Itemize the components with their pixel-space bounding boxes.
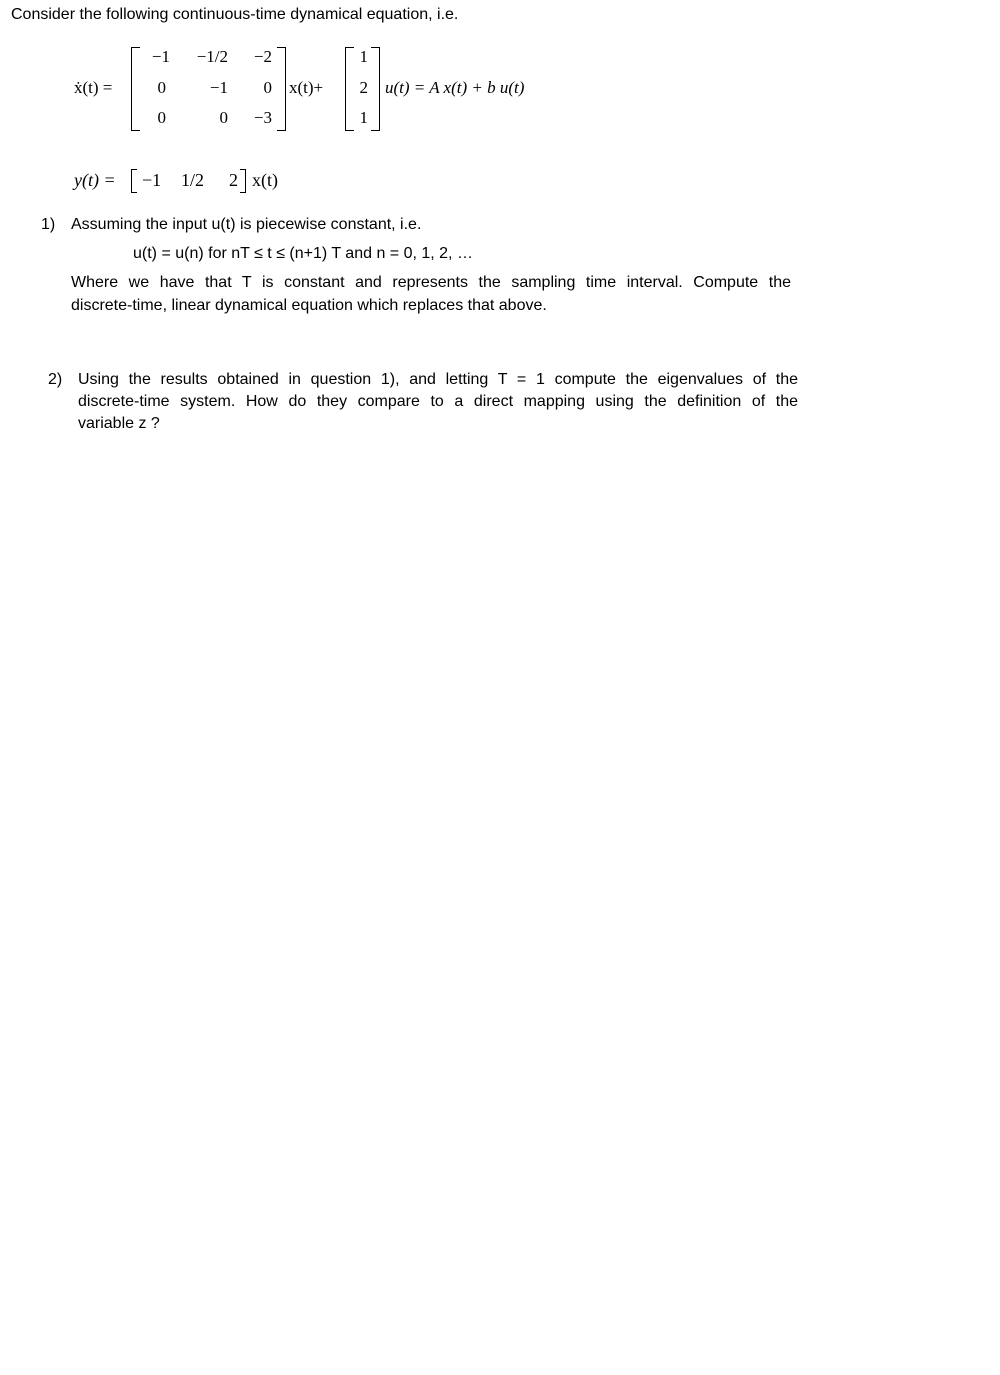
output-row-cell: 2 [229, 170, 238, 190]
question-2-line: variable z ? [78, 415, 160, 432]
output-row-cell: −1 [142, 170, 162, 190]
vector-b-right-bracket [371, 47, 380, 131]
matrix-a-cell: 0 [219, 108, 228, 127]
matrix-a-left-bracket [131, 47, 140, 131]
matrix-a-cell: 0 [157, 78, 166, 97]
question-1-line: Where we have that T is constant and represents the sampling time interval. Compute the [71, 274, 791, 291]
state-equation-rhs: u(t) = A x(t) + b u(t) [385, 78, 525, 97]
vector-b-cell: 1 [359, 108, 368, 127]
output-row-right-bracket [240, 169, 246, 193]
state-equation-lhs: ẋ(t) = [74, 78, 113, 97]
vector-b-cell: 2 [359, 78, 368, 97]
matrix-a-right-bracket [277, 47, 286, 131]
question-2-number: 2) [48, 371, 63, 388]
matrix-a-cell: −1/2 [196, 47, 228, 66]
intro-text: Consider the following continuous-time dynamical equation, i.e. [11, 6, 459, 23]
output-equation-lhs: y(t) = [74, 170, 116, 190]
output-row-left-bracket [131, 169, 137, 193]
output-equation-rhs: x(t) [252, 170, 278, 190]
matrix-a-cell: −2 [253, 47, 272, 66]
question-2-line: discrete-time system. How do they compare to a direct mapping using the definition of the [78, 393, 798, 410]
matrix-a-cell: 0 [263, 78, 272, 97]
matrix-a-cell: −1 [209, 78, 228, 97]
matrix-a-cell: 0 [157, 108, 166, 127]
matrix-a-cell: −3 [253, 108, 272, 127]
question-2-line: Using the results obtained in question 1), and letting T = 1 compute the eigenvalues of the [78, 371, 798, 388]
question-1-number: 1) [41, 216, 56, 233]
vector-b-cell: 1 [359, 47, 368, 66]
question-1-condition: u(t) = u(n) for nT ≤ t ≤ (n+1) T and n = 0, 1, 2, … [133, 245, 473, 262]
output-row-cell: 1/2 [181, 170, 205, 190]
state-term: x(t)+ [289, 78, 324, 97]
question-1-line: discrete-time, linear dynamical equation which replaces that above. [71, 297, 547, 314]
matrix-a-cell: −1 [151, 47, 170, 66]
question-1-line: Assuming the input u(t) is piecewise constant, i.e. [71, 216, 422, 233]
